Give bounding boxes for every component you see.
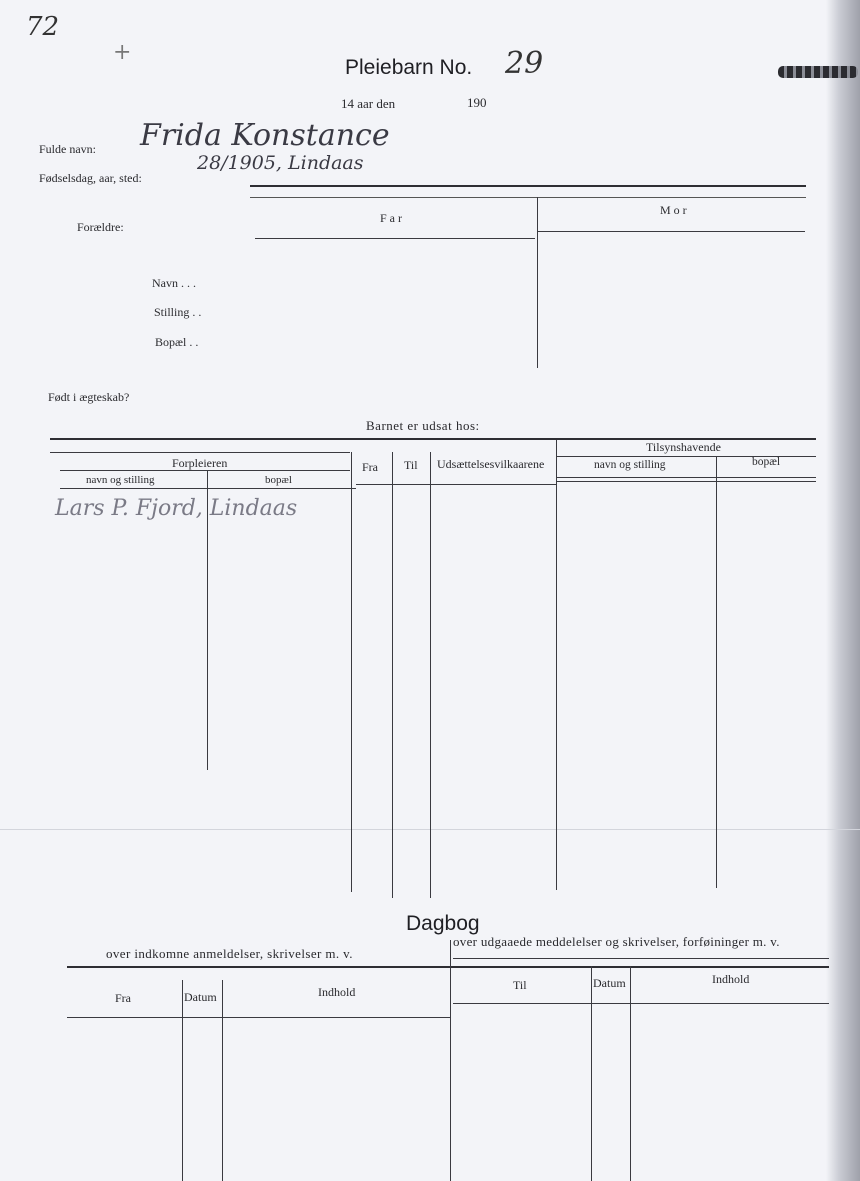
parents-top-rule — [250, 185, 806, 187]
parents-second-rule — [250, 197, 806, 198]
mor-header: Mor — [660, 203, 690, 217]
date-line-aar: 14 aar den — [341, 96, 396, 111]
parents-divider — [537, 197, 538, 368]
form-number-handwritten: 29 — [505, 46, 544, 81]
foraeldre-label: Forældre: — [77, 220, 124, 234]
bopael-label: Bopæl . . — [155, 335, 199, 349]
dagbog-til-header: Til — [513, 978, 527, 992]
navn-label: Navn . . . — [152, 276, 196, 290]
dagbog-left-subtitle: over indkomne anmeldelser, skrivelser m. v. — [106, 946, 353, 961]
cross-mark: + — [113, 40, 132, 65]
udsat-header-bottom-rule-right2 — [556, 481, 816, 482]
udsat-col-5 — [556, 440, 557, 890]
udsat-header-bottom-rule-mid — [356, 484, 556, 485]
dagbog-top-rule — [67, 966, 829, 968]
fodselsdag-value: 28/1905, Lindaas — [197, 152, 364, 174]
stilling-label: Stilling . . — [154, 305, 202, 319]
udsat-header-bottom-rule-right — [556, 477, 816, 478]
dagbog-datum-right-header: Datum — [593, 976, 626, 990]
udsat-heading: Barnet er udsat hos: — [366, 418, 480, 433]
parents-header-rule — [255, 238, 535, 239]
form-title: Pleiebarn No. — [345, 56, 473, 79]
far-header: Far — [380, 211, 405, 225]
tilsyn-header: Tilsynshavende — [646, 440, 721, 454]
udsat-col-4 — [430, 452, 431, 898]
udsat-col-6 — [716, 456, 717, 888]
udsat-col-3 — [392, 452, 393, 898]
page-number: 72 — [26, 12, 60, 42]
binder-stitch — [778, 66, 858, 78]
dagbog-right-subtitle: over udgaaede meddelelser og skrivelser, forføininger m. v. — [453, 934, 780, 949]
udsat-second-rule — [50, 452, 350, 453]
dagbog-datum-left-header: Datum — [184, 990, 217, 1004]
dagbog-indhold-left-header: Indhold — [318, 985, 356, 999]
fodselsdag-label: Fødselsdag, aar, sted: — [39, 171, 142, 185]
fodt-label: Født i ægteskab? — [48, 390, 130, 404]
fulde-navn-value: Frida Konstance — [140, 118, 390, 153]
date-line-year: 190 — [467, 95, 487, 110]
dagbog-top-rule-2 — [453, 958, 829, 959]
dagbog-col-datum-right — [591, 966, 592, 1181]
dagbog-indhold-right-header: Indhold — [712, 972, 750, 986]
udsat-header-bottom-rule — [60, 488, 356, 489]
vilkaar-header: Udsættelsesvilkaarene — [437, 457, 545, 471]
dagbog-col-indhold-right — [630, 966, 631, 1181]
forpleieren-rule — [60, 470, 350, 471]
forpleier-navn-header: navn og stilling — [86, 474, 155, 486]
dagbog-col-datum-left — [182, 980, 183, 1181]
udsat-col-2 — [351, 452, 352, 892]
forpleieren-header: Forpleieren — [172, 456, 228, 470]
dagbog-col-indhold-left — [222, 980, 223, 1181]
dagbog-title: Dagbog — [406, 912, 480, 935]
dagbog-header-rule-right — [453, 1003, 829, 1004]
forpleier-bopael-header: bopæl — [265, 474, 292, 486]
til-header: Til — [404, 458, 418, 472]
tilsyn-navn-header: navn og stilling — [594, 459, 666, 471]
fra-header: Fra — [362, 460, 378, 474]
tilsyn-bopael-header: bopæl — [752, 456, 781, 468]
forpleier-entry-handwritten: Lars P. Fjord, Lindaas — [55, 496, 298, 521]
fulde-navn-label: Fulde navn: — [39, 142, 96, 156]
dagbog-header-rule-left — [67, 1017, 450, 1018]
binder-shadow — [826, 0, 860, 1181]
parents-header-rule-right — [537, 231, 805, 232]
dagbog-fra-header: Fra — [115, 991, 131, 1005]
dagbog-center-divider — [450, 940, 451, 1181]
